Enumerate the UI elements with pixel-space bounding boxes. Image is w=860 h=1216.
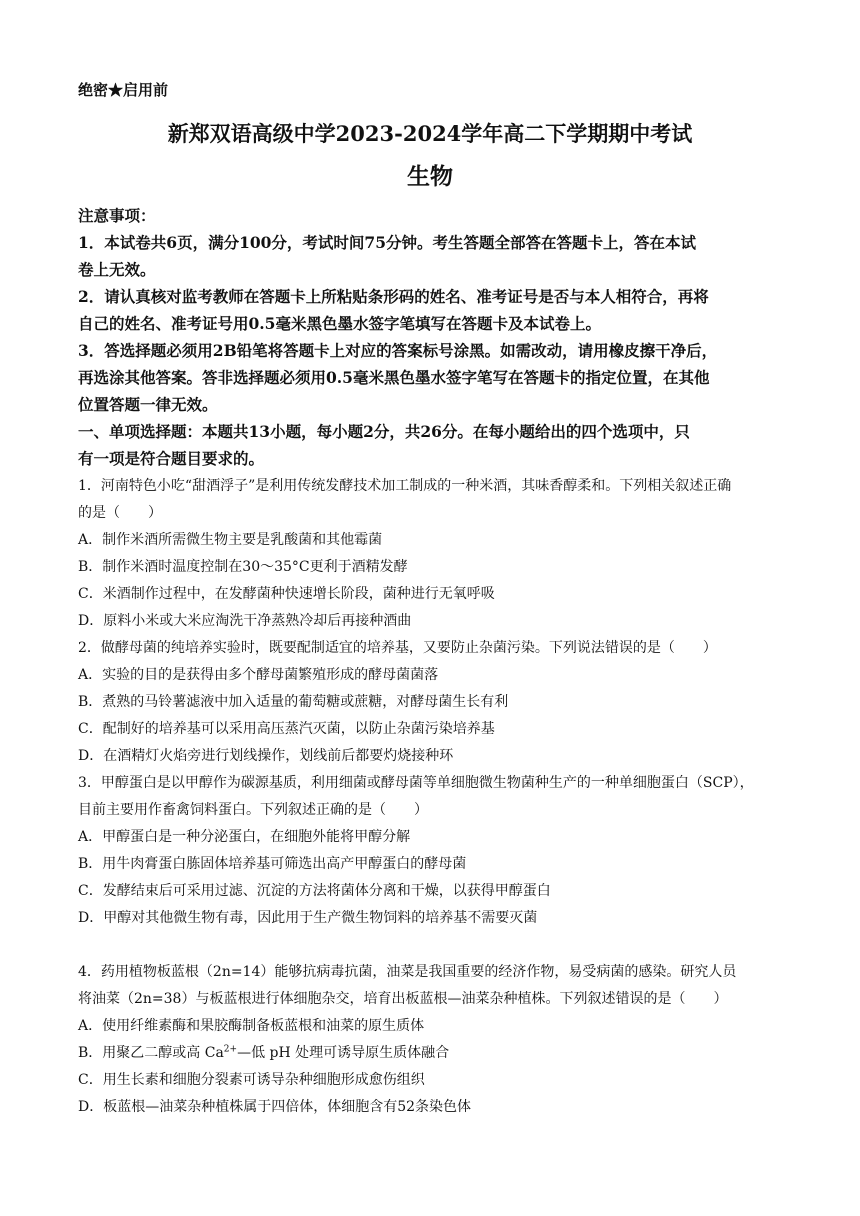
option-c: C．配制好的培养基可以采用高压蒸汽灭菌，以防止杂菌污染培养基: [78, 721, 495, 737]
option-d: D．原料小米或大米应淘洗干净蒸熟冷却后再接种酒曲: [78, 613, 412, 629]
section-heading: 一、单项选择题：本题共13小题，每小题2分，共26分。在每小题给出的四个选项中，只: [78, 422, 690, 441]
question-stem: 目前主要用作畜禽饲料蛋白。下列叙述正确的是（ ）: [78, 802, 428, 818]
notice-line: 再选涂其他答案。答非选择题必须用0.5毫米黑色墨水签字笔写在答题卡的指定位置，在其他: [78, 368, 710, 387]
option-c: C．用生长素和细胞分裂素可诱导杂种细胞形成愈伤组织: [78, 1072, 425, 1088]
option-d: D．在酒精灯火焰旁进行划线操作，划线前后都要灼烧接种环: [78, 748, 454, 764]
section-heading: 有一项是符合题目要求的。: [78, 449, 265, 468]
notice-line: 1．本试卷共6页，满分100分，考试时间75分钟。考生答题全部答在答题卡上，答在本试: [78, 233, 696, 252]
option-a: A．使用纤维素酶和果胶酶制备板蓝根和油菜的原生质体: [78, 1018, 425, 1034]
notice-line: 位置答题一律无效。: [78, 395, 218, 414]
question-stem: 将油菜（2n=38）与板蓝根进行体细胞杂交，培育出板蓝根—油菜杂种植株。下列叙述错误的是（ ）: [78, 991, 728, 1007]
option-b: B．制作米酒时温度控制在30～35°C更利于酒精发酵: [78, 559, 408, 575]
option-b-text-before: B．用聚乙二醇或高 Ca: [78, 1045, 224, 1061]
question-stem: 2．做酵母菌的纯培养实验时，既要配制适宜的培养基，又要防止杂菌污染。下列说法错误的是（ ）: [78, 640, 717, 656]
notice-line: 自己的姓名、准考证号用0.5毫米黑色墨水签字笔填写在答题卡及本试卷上。: [78, 314, 601, 333]
subject-title: 生物: [407, 163, 453, 190]
option-b-text-after: —低 pH 处理可诱导原生质体融合: [237, 1045, 450, 1061]
notice-heading: 注意事项：: [78, 206, 156, 225]
option-c: C．米酒制作过程中，在发酵菌种快速增长阶段，菌种进行无氧呼吸: [78, 586, 495, 602]
question-stem: 3．甲醇蛋白是以甲醇作为碳源基质，利用细菌或酵母菌等单细胞微生物菌种生产的一种单细胞蛋白（SCP），: [78, 775, 754, 791]
option-a: A．实验的目的是获得由多个酵母菌繁殖形成的酵母菌菌落: [78, 667, 439, 683]
option-b: [78, 1043, 449, 1063]
option-a: A．制作米酒所需微生物主要是乳酸菌和其他霉菌: [78, 532, 383, 548]
option-c: C．发酵结束后可采用过滤、沉淀的方法将菌体分离和干燥，以获得甲醇蛋白: [78, 883, 551, 899]
option-b: B．用牛肉膏蛋白胨固体培养基可筛选出高产甲醇蛋白的酵母菌: [78, 856, 467, 872]
exam-title: 新郑双语高级中学2023-2024学年高二下学期期中考试: [167, 121, 693, 146]
notice-line: 2．请认真核对监考教师在答题卡上所粘贴条形码的姓名、准考证号是否与本人相符合，再将: [78, 287, 709, 306]
question-stem: 4．药用植物板蓝根（2n=14）能够抗病毒抗菌，油菜是我国重要的经济作物，易受病菌的感染。研究人员: [78, 964, 737, 980]
option-d: D．板蓝根—油菜杂种植株属于四倍体，体细胞含有52条染色体: [78, 1099, 472, 1115]
notice-line: 卷上无效。: [78, 260, 156, 279]
question-stem: 的是（ ）: [78, 505, 162, 521]
notice-line: 3．答选择题必须用2B铅笔将答题卡上对应的答案标号涂黑。如需改动，请用橡皮擦干净后，: [78, 341, 718, 360]
calcium-charge: 2+: [223, 1044, 238, 1055]
option-a: A．甲醇蛋白是一种分泌蛋白，在细胞外能将甲醇分解: [78, 829, 411, 845]
option-b: B．煮熟的马铃薯滤液中加入适量的葡萄糖或蔗糖，对酵母菌生长有利: [78, 694, 509, 710]
secret-mark: 绝密★启用前: [78, 81, 169, 99]
question-stem: 1．河南特色小吃“甜酒浮子”是利用传统发酵技术加工制成的一种米酒，其味香醇柔和。下列相关叙述正确: [78, 478, 732, 494]
option-d: D．甲醇对其他微生物有毒，因此用于生产微生物饲料的培养基不需要灭菌: [78, 910, 538, 926]
